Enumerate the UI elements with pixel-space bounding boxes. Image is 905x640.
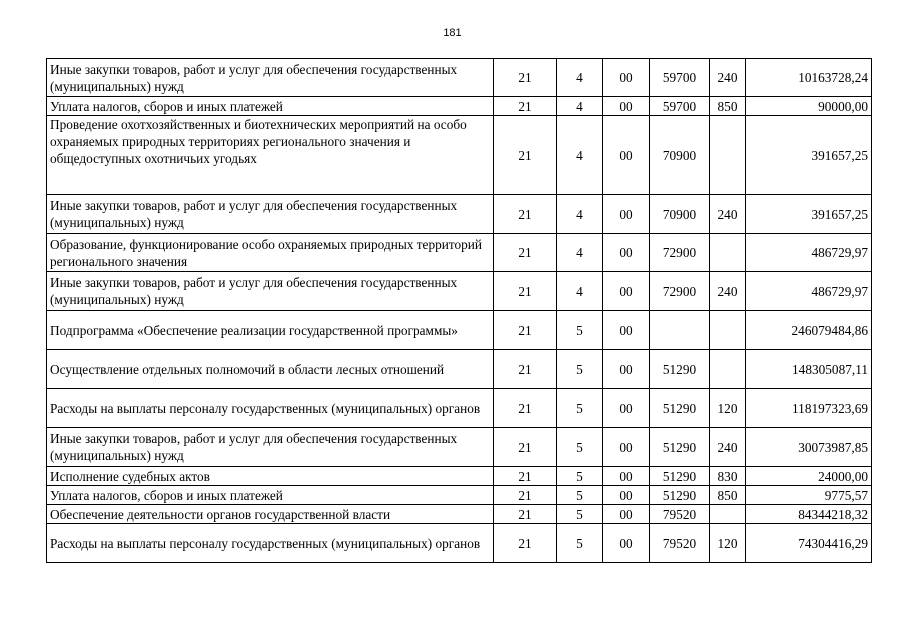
row-code-sub: 00 xyxy=(603,195,650,234)
row-code-dir: 51290 xyxy=(650,486,710,505)
row-code-sub: 00 xyxy=(603,234,650,272)
row-code-vr: 120 xyxy=(710,389,746,428)
table-row xyxy=(47,524,872,563)
row-code-dir: 59700 xyxy=(650,97,710,116)
table-row xyxy=(47,97,872,116)
row-code-dir: 72900 xyxy=(650,234,710,272)
table-row xyxy=(47,467,872,486)
row-code-sub: 00 xyxy=(603,428,650,467)
row-code-pr: 4 xyxy=(557,272,603,311)
table-row xyxy=(47,59,872,97)
row-code-sub: 00 xyxy=(603,505,650,524)
row-code-gr: 21 xyxy=(494,272,557,311)
row-code-dir: 70900 xyxy=(650,116,710,195)
row-description: Иные закупки товаров, работ и услуг для обеспечения государственных (муниципальных) нужд xyxy=(47,195,494,234)
row-code-gr: 21 xyxy=(494,467,557,486)
row-amount: 24000,00 xyxy=(746,467,872,486)
row-description: Исполнение судебных актов xyxy=(47,467,494,486)
row-code-pr: 5 xyxy=(557,505,603,524)
row-amount: 84344218,32 xyxy=(746,505,872,524)
row-code-vr xyxy=(710,350,746,389)
row-code-vr: 240 xyxy=(710,272,746,311)
row-description: Расходы на выплаты персоналу государственных (муниципальных) органов xyxy=(47,524,494,563)
row-code-gr: 21 xyxy=(494,428,557,467)
table-row xyxy=(47,195,872,234)
row-code-dir: 79520 xyxy=(650,505,710,524)
row-code-pr: 4 xyxy=(557,234,603,272)
row-code-gr: 21 xyxy=(494,524,557,563)
table-row xyxy=(47,234,872,272)
row-code-gr: 21 xyxy=(494,389,557,428)
table-row xyxy=(47,116,872,195)
row-code-gr: 21 xyxy=(494,59,557,97)
row-code-sub: 00 xyxy=(603,467,650,486)
row-description: Иные закупки товаров, работ и услуг для обеспечения государственных (муниципальных) нужд xyxy=(47,428,494,467)
row-code-sub: 00 xyxy=(603,59,650,97)
row-description: Расходы на выплаты персоналу государственных (муниципальных) органов xyxy=(47,389,494,428)
budget-table xyxy=(46,58,872,563)
row-code-vr: 240 xyxy=(710,59,746,97)
row-amount: 74304416,29 xyxy=(746,524,872,563)
row-code-pr: 5 xyxy=(557,350,603,389)
row-code-pr: 5 xyxy=(557,467,603,486)
table-row xyxy=(47,428,872,467)
row-code-sub: 00 xyxy=(603,272,650,311)
row-amount: 246079484,86 xyxy=(746,311,872,350)
row-description: Уплата налогов, сборов и иных платежей xyxy=(47,97,494,116)
row-amount: 9775,57 xyxy=(746,486,872,505)
row-code-gr: 21 xyxy=(494,234,557,272)
row-amount: 391657,25 xyxy=(746,116,872,195)
row-amount: 10163728,24 xyxy=(746,59,872,97)
row-code-pr: 5 xyxy=(557,428,603,467)
row-code-gr: 21 xyxy=(494,486,557,505)
row-code-sub: 00 xyxy=(603,486,650,505)
row-description: Иные закупки товаров, работ и услуг для обеспечения государственных (муниципальных) нужд xyxy=(47,272,494,311)
row-code-dir: 51290 xyxy=(650,428,710,467)
table-row xyxy=(47,350,872,389)
row-amount: 486729,97 xyxy=(746,234,872,272)
row-code-pr: 5 xyxy=(557,311,603,350)
row-code-vr xyxy=(710,234,746,272)
row-description: Уплата налогов, сборов и иных платежей xyxy=(47,486,494,505)
page-number: 181 xyxy=(443,27,462,39)
row-code-vr xyxy=(710,311,746,350)
row-code-gr: 21 xyxy=(494,311,557,350)
row-description: Осуществление отдельных полномочий в области лесных отношений xyxy=(47,350,494,389)
row-code-sub: 00 xyxy=(603,350,650,389)
row-code-gr: 21 xyxy=(494,116,557,195)
row-code-vr: 240 xyxy=(710,428,746,467)
row-code-pr: 5 xyxy=(557,389,603,428)
row-code-gr: 21 xyxy=(494,195,557,234)
row-code-pr: 4 xyxy=(557,59,603,97)
row-description: Образование, функционирование особо охраняемых природных территорий регионального значения xyxy=(47,234,494,272)
row-amount: 118197323,69 xyxy=(746,389,872,428)
row-code-sub: 00 xyxy=(603,97,650,116)
row-code-sub: 00 xyxy=(603,389,650,428)
row-code-gr: 21 xyxy=(494,505,557,524)
row-code-vr: 240 xyxy=(710,195,746,234)
row-amount: 148305087,11 xyxy=(746,350,872,389)
table-row xyxy=(47,505,872,524)
row-code-pr: 5 xyxy=(557,524,603,563)
row-code-vr xyxy=(710,116,746,195)
row-code-sub: 00 xyxy=(603,116,650,195)
row-code-dir: 51290 xyxy=(650,389,710,428)
row-description: Обеспечение деятельности органов государственной власти xyxy=(47,505,494,524)
row-code-sub: 00 xyxy=(603,311,650,350)
row-amount: 391657,25 xyxy=(746,195,872,234)
row-code-gr: 21 xyxy=(494,350,557,389)
row-description: Иные закупки товаров, работ и услуг для обеспечения государственных (муниципальных) нужд xyxy=(47,59,494,97)
row-code-dir: 51290 xyxy=(650,467,710,486)
row-amount: 90000,00 xyxy=(746,97,872,116)
row-code-vr xyxy=(710,505,746,524)
table-row xyxy=(47,311,872,350)
row-code-gr: 21 xyxy=(494,97,557,116)
row-code-vr: 850 xyxy=(710,486,746,505)
table-row xyxy=(47,389,872,428)
table-row xyxy=(47,272,872,311)
table-row xyxy=(47,486,872,505)
row-code-vr: 830 xyxy=(710,467,746,486)
row-code-dir: 72900 xyxy=(650,272,710,311)
row-code-sub: 00 xyxy=(603,524,650,563)
row-code-pr: 4 xyxy=(557,195,603,234)
row-code-vr: 850 xyxy=(710,97,746,116)
row-code-vr: 120 xyxy=(710,524,746,563)
row-description: Подпрограмма «Обеспечение реализации государственной программы» xyxy=(47,311,494,350)
row-code-pr: 4 xyxy=(557,97,603,116)
row-description: Проведение охотхозяйственных и биотехнических мероприятий на особо охраняемых природных территориях регионального значения и общедоступных охотничьих угодьях xyxy=(47,116,494,195)
row-code-dir: 79520 xyxy=(650,524,710,563)
row-code-pr: 5 xyxy=(557,486,603,505)
row-code-dir: 51290 xyxy=(650,350,710,389)
row-code-pr: 4 xyxy=(557,116,603,195)
row-code-dir: 59700 xyxy=(650,59,710,97)
row-amount: 486729,97 xyxy=(746,272,872,311)
row-code-dir: 70900 xyxy=(650,195,710,234)
row-amount: 30073987,85 xyxy=(746,428,872,467)
row-code-dir xyxy=(650,311,710,350)
